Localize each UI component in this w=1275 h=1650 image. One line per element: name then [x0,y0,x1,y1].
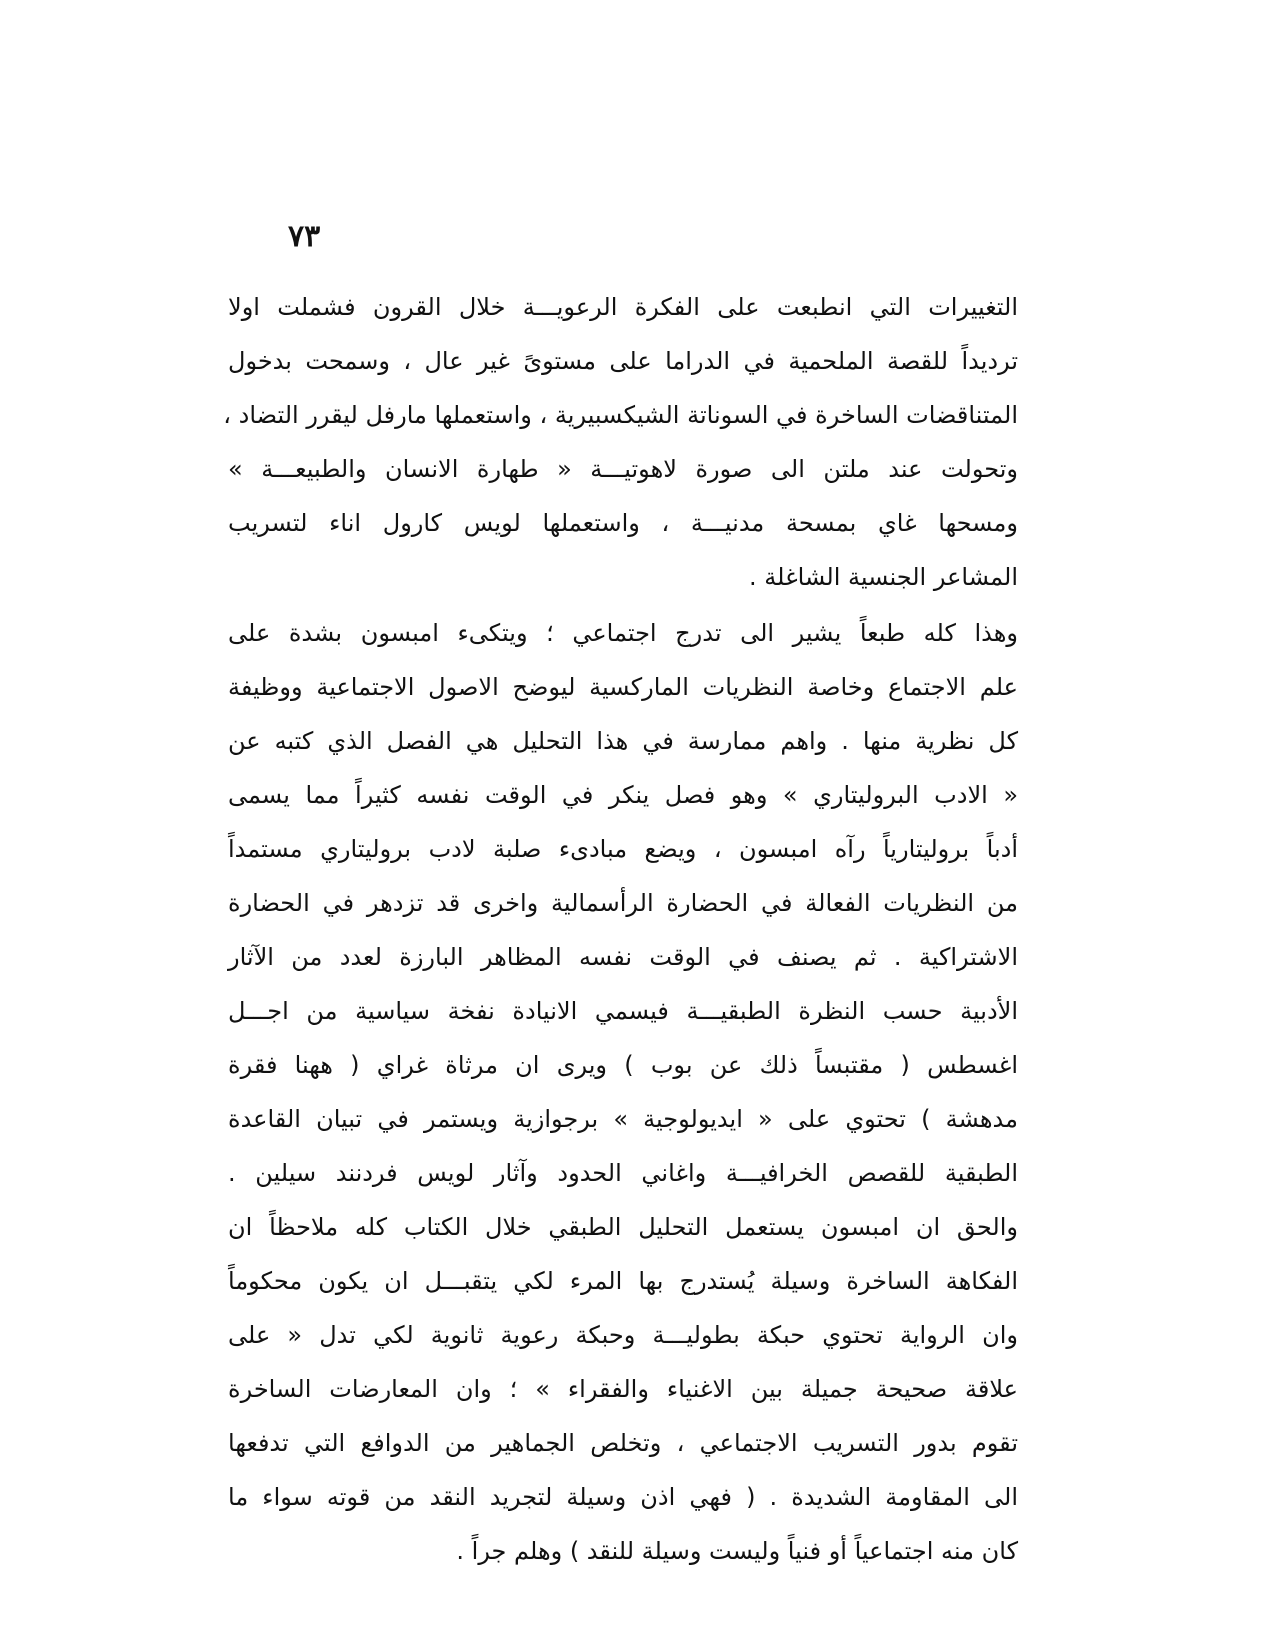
text-line: والحق ان امبسون يستعمل التحليل الطبقي خلال الكتاب كله ملاحظاً ان [228,1213,1018,1241]
text-line: تقوم بدور التسريب الاجتماعي ، وتخلص الجماهير من الدوافع التي تدفعها [228,1429,1018,1457]
text-line: الأدبية حسب النظرة الطبقيـــة فيسمي الانيادة نفخة سياسية من اجـــل [228,997,1018,1025]
text-line: علاقة صحيحة جميلة بين الاغنياء والفقراء » ؛ وان المعارضات الساخرة [228,1375,1018,1403]
text-line: كان منه اجتماعياً أو فنياً وليست وسيلة للنقد ) وهلم جراً . [456,1537,1018,1565]
text-line: الفكاهة الساخرة وسيلة يُستدرج بها المرء لكي يتقبـــل ان يكون محكوماً [228,1267,1018,1295]
text-line: ترديداً للقصة الملحمية في الدراما على مستوىً غير عال ، وسمحت بدخول [228,347,1018,375]
text-line: من النظريات الفعالة في الحضارة الرأسمالية واخرى قد تزدهر في الحضارة [228,889,1018,917]
page-number: ٧٣ [288,219,321,254]
text-line: المشاعر الجنسية الشاغلة . [749,563,1018,591]
text-line: وهذا كله طبعاً يشير الى تدرج اجتماعي ؛ ويتكىء امبسون بشدة على [228,619,1018,647]
text-line: ومسحها غاي بمسحة مدنيـــة ، واستعملها لويس كارول اناء لتسريب [228,509,1018,537]
text-line: اغسطس ( مقتبساً ذلك عن بوب ) ويرى ان مرثاة غراي ( ههنا فقرة [228,1051,1018,1079]
text-line: علم الاجتماع وخاصة النظريات الماركسية ليوضح الاصول الاجتماعية ووظيفة [228,673,1018,701]
text-line: « الادب البروليتاري » وهو فصل ينكر في الوقت نفسه كثيراً مما يسمى [228,781,1018,809]
text-line: المتناقضات الساخرة في السوناتة الشيكسبيرية ، واستعملها مارفل ليقرر التضاد ، [223,401,1018,429]
text-line: الاشتراكية . ثم يصنف في الوقت نفسه المظاهر البارزة لعدد من الآثار [228,943,1018,971]
text-line: أدباً بروليتارياً رآه امبسون ، ويضع مبادىء صلبة لادب بروليتاري مستمداً [228,835,1018,863]
text-line: الطبقية للقصص الخرافيـــة واغاني الحدود وآثار لويس فردنند سيلين . [228,1159,1018,1187]
text-line: وان الرواية تحتوي حبكة بطوليـــة وحبكة رعوية ثانوية لكي تدل « على [228,1321,1018,1349]
text-line: التغييرات التي انطبعت على الفكرة الرعويـــة خلال القرون فشملت اولا [228,293,1018,321]
text-line: وتحولت عند ملتن الى صورة لاهوتيـــة « طهارة الانسان والطبيعـــة » [228,455,1018,483]
body-text [223,280,1018,1578]
text-line: الى المقاومة الشديدة . ( فهي اذن وسيلة لتجريد النقد من قوته سواء ما [228,1483,1018,1511]
text-line: مدهشة ) تحتوي على « ايديولوجية » برجوازية ويستمر في تبيان القاعدة [228,1105,1018,1133]
text-line: كل نظرية منها . واهم ممارسة في هذا التحليل هي الفصل الذي كتبه عن [228,727,1018,755]
